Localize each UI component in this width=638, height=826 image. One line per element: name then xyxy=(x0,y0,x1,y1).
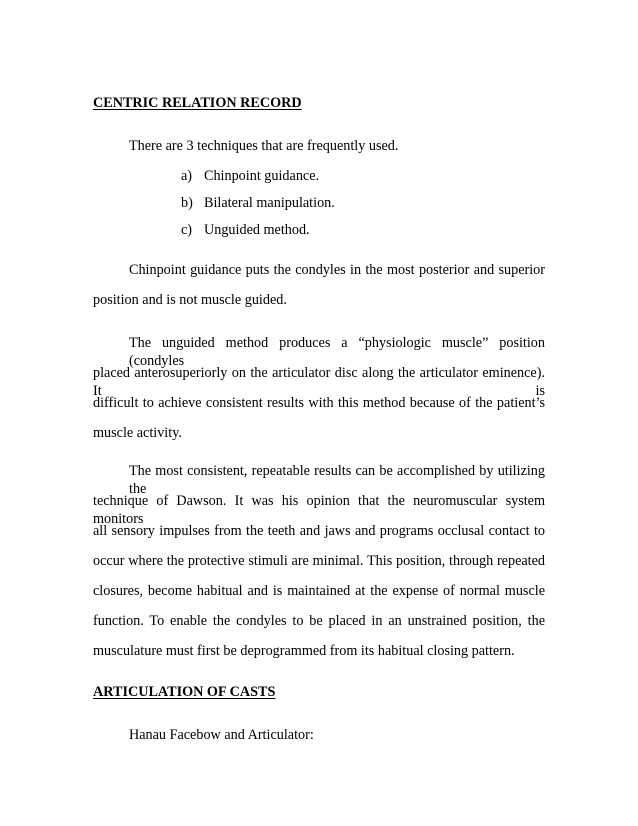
paragraph-dawson-line-4: occur where the protective stimuli are minimal. This position, through repeated xyxy=(93,553,545,569)
paragraph-chinpoint-line-2: position and is not muscle guided. xyxy=(93,292,287,308)
list-item-text: Bilateral manipulation. xyxy=(204,195,335,211)
paragraph-unguided-line-1: The unguided method produces a “physiologic muscle” position (condyles xyxy=(129,335,545,369)
paragraph-dawson-line-2: technique of Dawson. It was his opinion that the neuromuscular system monitors xyxy=(93,493,545,527)
paragraph-chinpoint-line-1: Chinpoint guidance puts the condyles in the most posterior and superior xyxy=(129,262,545,278)
list-marker: b) xyxy=(181,195,193,211)
subheading-hanau: Hanau Facebow and Articulator: xyxy=(129,727,314,743)
paragraph-dawson-line-5: closures, become habitual and is maintained at the expense of normal muscle xyxy=(93,583,545,599)
paragraph-unguided-line-3: difficult to achieve consistent results with this method because of the patient’s xyxy=(93,395,545,411)
list-item-c xyxy=(181,221,310,239)
paragraph-dawson-line-3: all sensory impulses from the teeth and jaws and programs occlusal contact to xyxy=(93,523,545,539)
list-item-text: Unguided method. xyxy=(204,222,310,238)
paragraph-dawson-line-7: musculature must first be deprogrammed from its habitual closing pattern. xyxy=(93,643,515,659)
list-marker: a) xyxy=(181,168,193,184)
techniques-intro: There are 3 techniques that are frequently used. xyxy=(129,138,399,154)
paragraph-unguided-line-4: muscle activity. xyxy=(93,425,182,441)
list-item-a xyxy=(181,167,319,185)
list-item-text: Chinpoint guidance. xyxy=(204,168,320,184)
section-heading-centric-relation: CENTRIC RELATION RECORD xyxy=(93,95,302,111)
paragraph-dawson-line-1: The most consistent, repeatable results can be accomplished by utilizing the xyxy=(129,463,545,497)
section-heading-articulation: ARTICULATION OF CASTS xyxy=(93,684,276,700)
paragraph-dawson-line-6: function. To enable the condyles to be placed in an unstrained position, the xyxy=(93,613,545,629)
list-item-b xyxy=(181,194,335,212)
list-marker: c) xyxy=(181,222,193,238)
paragraph-unguided-line-2: placed anterosuperiorly on the articulator disc along the articulator eminence). It is xyxy=(93,365,545,399)
